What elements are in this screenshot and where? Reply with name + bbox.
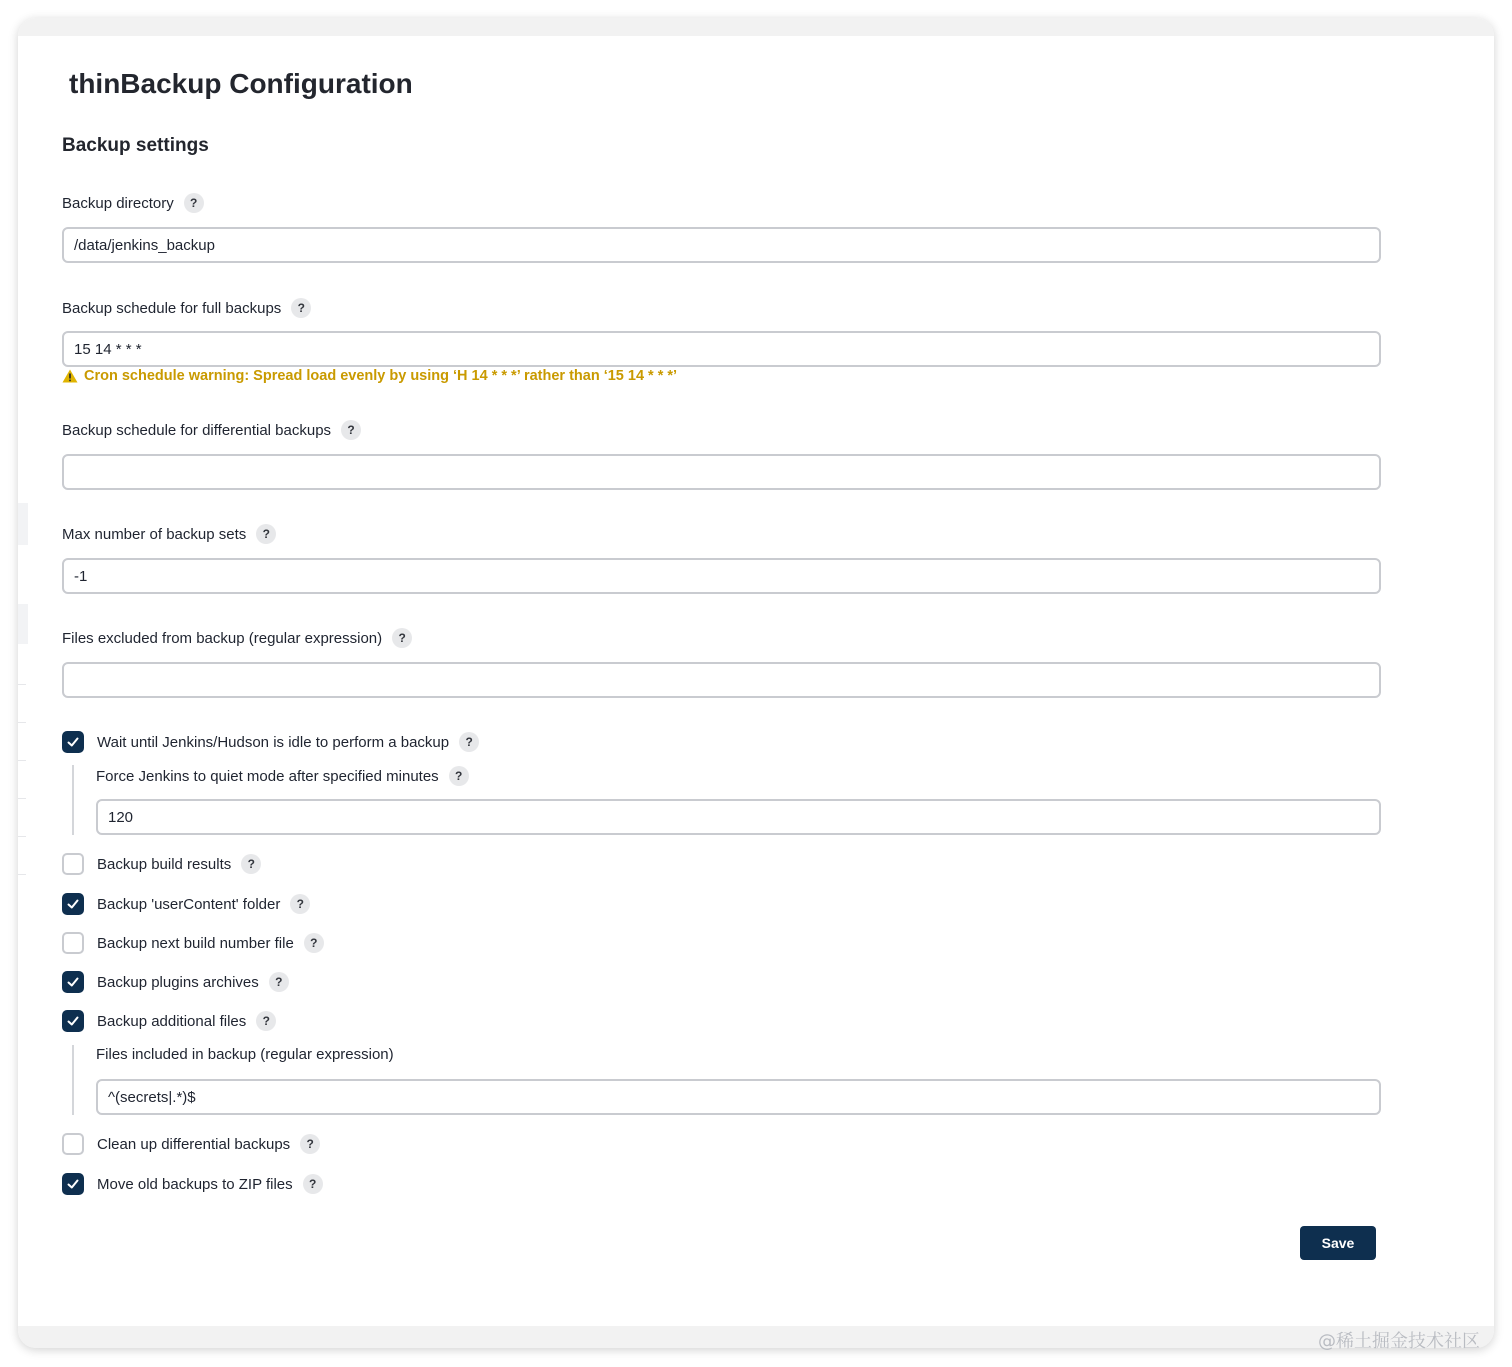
user-content-label: Backup 'userContent' folder — [97, 895, 281, 913]
max-sets-input[interactable] — [62, 558, 1381, 594]
help-icon[interactable]: ? — [449, 766, 469, 786]
cleanup-diff-option[interactable] — [62, 1133, 320, 1155]
user-content-checkbox[interactable] — [62, 893, 84, 915]
next-build-number-checkbox[interactable] — [62, 932, 84, 954]
cron-warning — [62, 368, 677, 384]
checkmark-icon — [66, 1177, 80, 1191]
warning-icon — [62, 369, 78, 383]
quiet-mode-input[interactable] — [96, 799, 1381, 835]
side-tick — [18, 760, 26, 761]
page-title: thinBackup Configuration — [69, 68, 413, 99]
side-tick — [18, 722, 26, 723]
checkmark-icon — [66, 897, 80, 911]
max-sets-label — [62, 524, 276, 544]
backup-directory-label — [62, 193, 204, 213]
plugin-archives-checkbox[interactable] — [62, 971, 84, 993]
build-results-checkbox[interactable] — [62, 853, 84, 875]
help-icon[interactable]: ? — [269, 972, 289, 992]
build-results-option[interactable] — [62, 853, 261, 875]
plugin-archives-option[interactable] — [62, 971, 289, 993]
help-icon[interactable]: ? — [459, 732, 479, 752]
nested-divider — [72, 765, 74, 835]
additional-files-checkbox[interactable] — [62, 1010, 84, 1032]
side-fragment — [18, 604, 28, 644]
app-window — [18, 18, 1494, 1348]
nested-divider — [72, 1045, 74, 1115]
diff-schedule-label-text: Backup schedule for differential backups — [62, 421, 332, 439]
save-button[interactable]: Save — [1300, 1226, 1376, 1260]
help-icon[interactable]: ? — [304, 933, 324, 953]
side-tick — [18, 798, 26, 799]
full-schedule-label — [62, 298, 311, 318]
checkmark-icon — [66, 975, 80, 989]
next-build-number-label: Backup next build number file — [97, 934, 294, 952]
help-icon[interactable]: ? — [290, 894, 310, 914]
side-tick — [18, 684, 26, 685]
wait-idle-label: Wait until Jenkins/Hudson is idle to perform a backup — [97, 733, 450, 751]
diff-schedule-input[interactable] — [62, 454, 1381, 490]
full-schedule-label-text: Backup schedule for full backups — [62, 299, 282, 317]
help-icon[interactable]: ? — [291, 298, 311, 318]
checkmark-icon — [66, 735, 80, 749]
help-icon[interactable]: ? — [241, 854, 261, 874]
side-tick — [18, 874, 26, 875]
zip-old-option[interactable] — [62, 1173, 323, 1195]
backup-directory-label-text: Backup directory — [62, 194, 174, 212]
cleanup-diff-label: Clean up differential backups — [97, 1135, 291, 1153]
checkmark-icon — [66, 1014, 80, 1028]
wait-idle-checkbox[interactable] — [62, 731, 84, 753]
help-icon[interactable]: ? — [300, 1134, 320, 1154]
max-sets-label-text: Max number of backup sets — [62, 525, 247, 543]
next-build-number-option[interactable] — [62, 932, 324, 954]
side-fragment — [18, 503, 28, 545]
help-icon[interactable]: ? — [184, 193, 204, 213]
build-results-label: Backup build results — [97, 855, 232, 873]
help-icon[interactable]: ? — [303, 1174, 323, 1194]
full-schedule-input[interactable] — [62, 331, 1381, 367]
additional-files-label: Backup additional files — [97, 1012, 247, 1030]
quiet-mode-label — [96, 766, 469, 786]
included-files-label-text: Files included in backup (regular expression) — [96, 1046, 394, 1063]
included-files-input[interactable] — [96, 1079, 1381, 1115]
zip-old-checkbox[interactable] — [62, 1173, 84, 1195]
user-content-option[interactable] — [62, 893, 310, 915]
excluded-label-text: Files excluded from backup (regular expression) — [62, 629, 383, 647]
cron-warning-text: Cron schedule warning: Spread load evenly by using ‘H 14 * * *’ rather than ‘15 14 * * *’ — [84, 368, 678, 384]
side-tick — [18, 836, 26, 837]
additional-files-option[interactable] — [62, 1010, 276, 1032]
wait-idle-option[interactable] — [62, 731, 479, 753]
backup-directory-input[interactable] — [62, 227, 1381, 263]
included-files-label — [96, 1046, 394, 1063]
window-bottom-bar — [18, 1326, 1494, 1348]
zip-old-label: Move old backups to ZIP files — [97, 1175, 293, 1193]
watermark-text: @稀土掘金技术社区 — [1318, 1331, 1480, 1352]
window-top-bar — [18, 18, 1494, 36]
excluded-input[interactable] — [62, 662, 1381, 698]
plugin-archives-label: Backup plugins archives — [97, 973, 259, 991]
help-icon[interactable]: ? — [341, 420, 361, 440]
help-icon[interactable]: ? — [256, 524, 276, 544]
help-icon[interactable]: ? — [392, 628, 412, 648]
diff-schedule-label — [62, 420, 361, 440]
section-title: Backup settings — [62, 135, 209, 156]
excluded-label — [62, 628, 412, 648]
help-icon[interactable]: ? — [256, 1011, 276, 1031]
cleanup-diff-checkbox[interactable] — [62, 1133, 84, 1155]
quiet-mode-label-text: Force Jenkins to quiet mode after specified minutes — [96, 767, 439, 785]
